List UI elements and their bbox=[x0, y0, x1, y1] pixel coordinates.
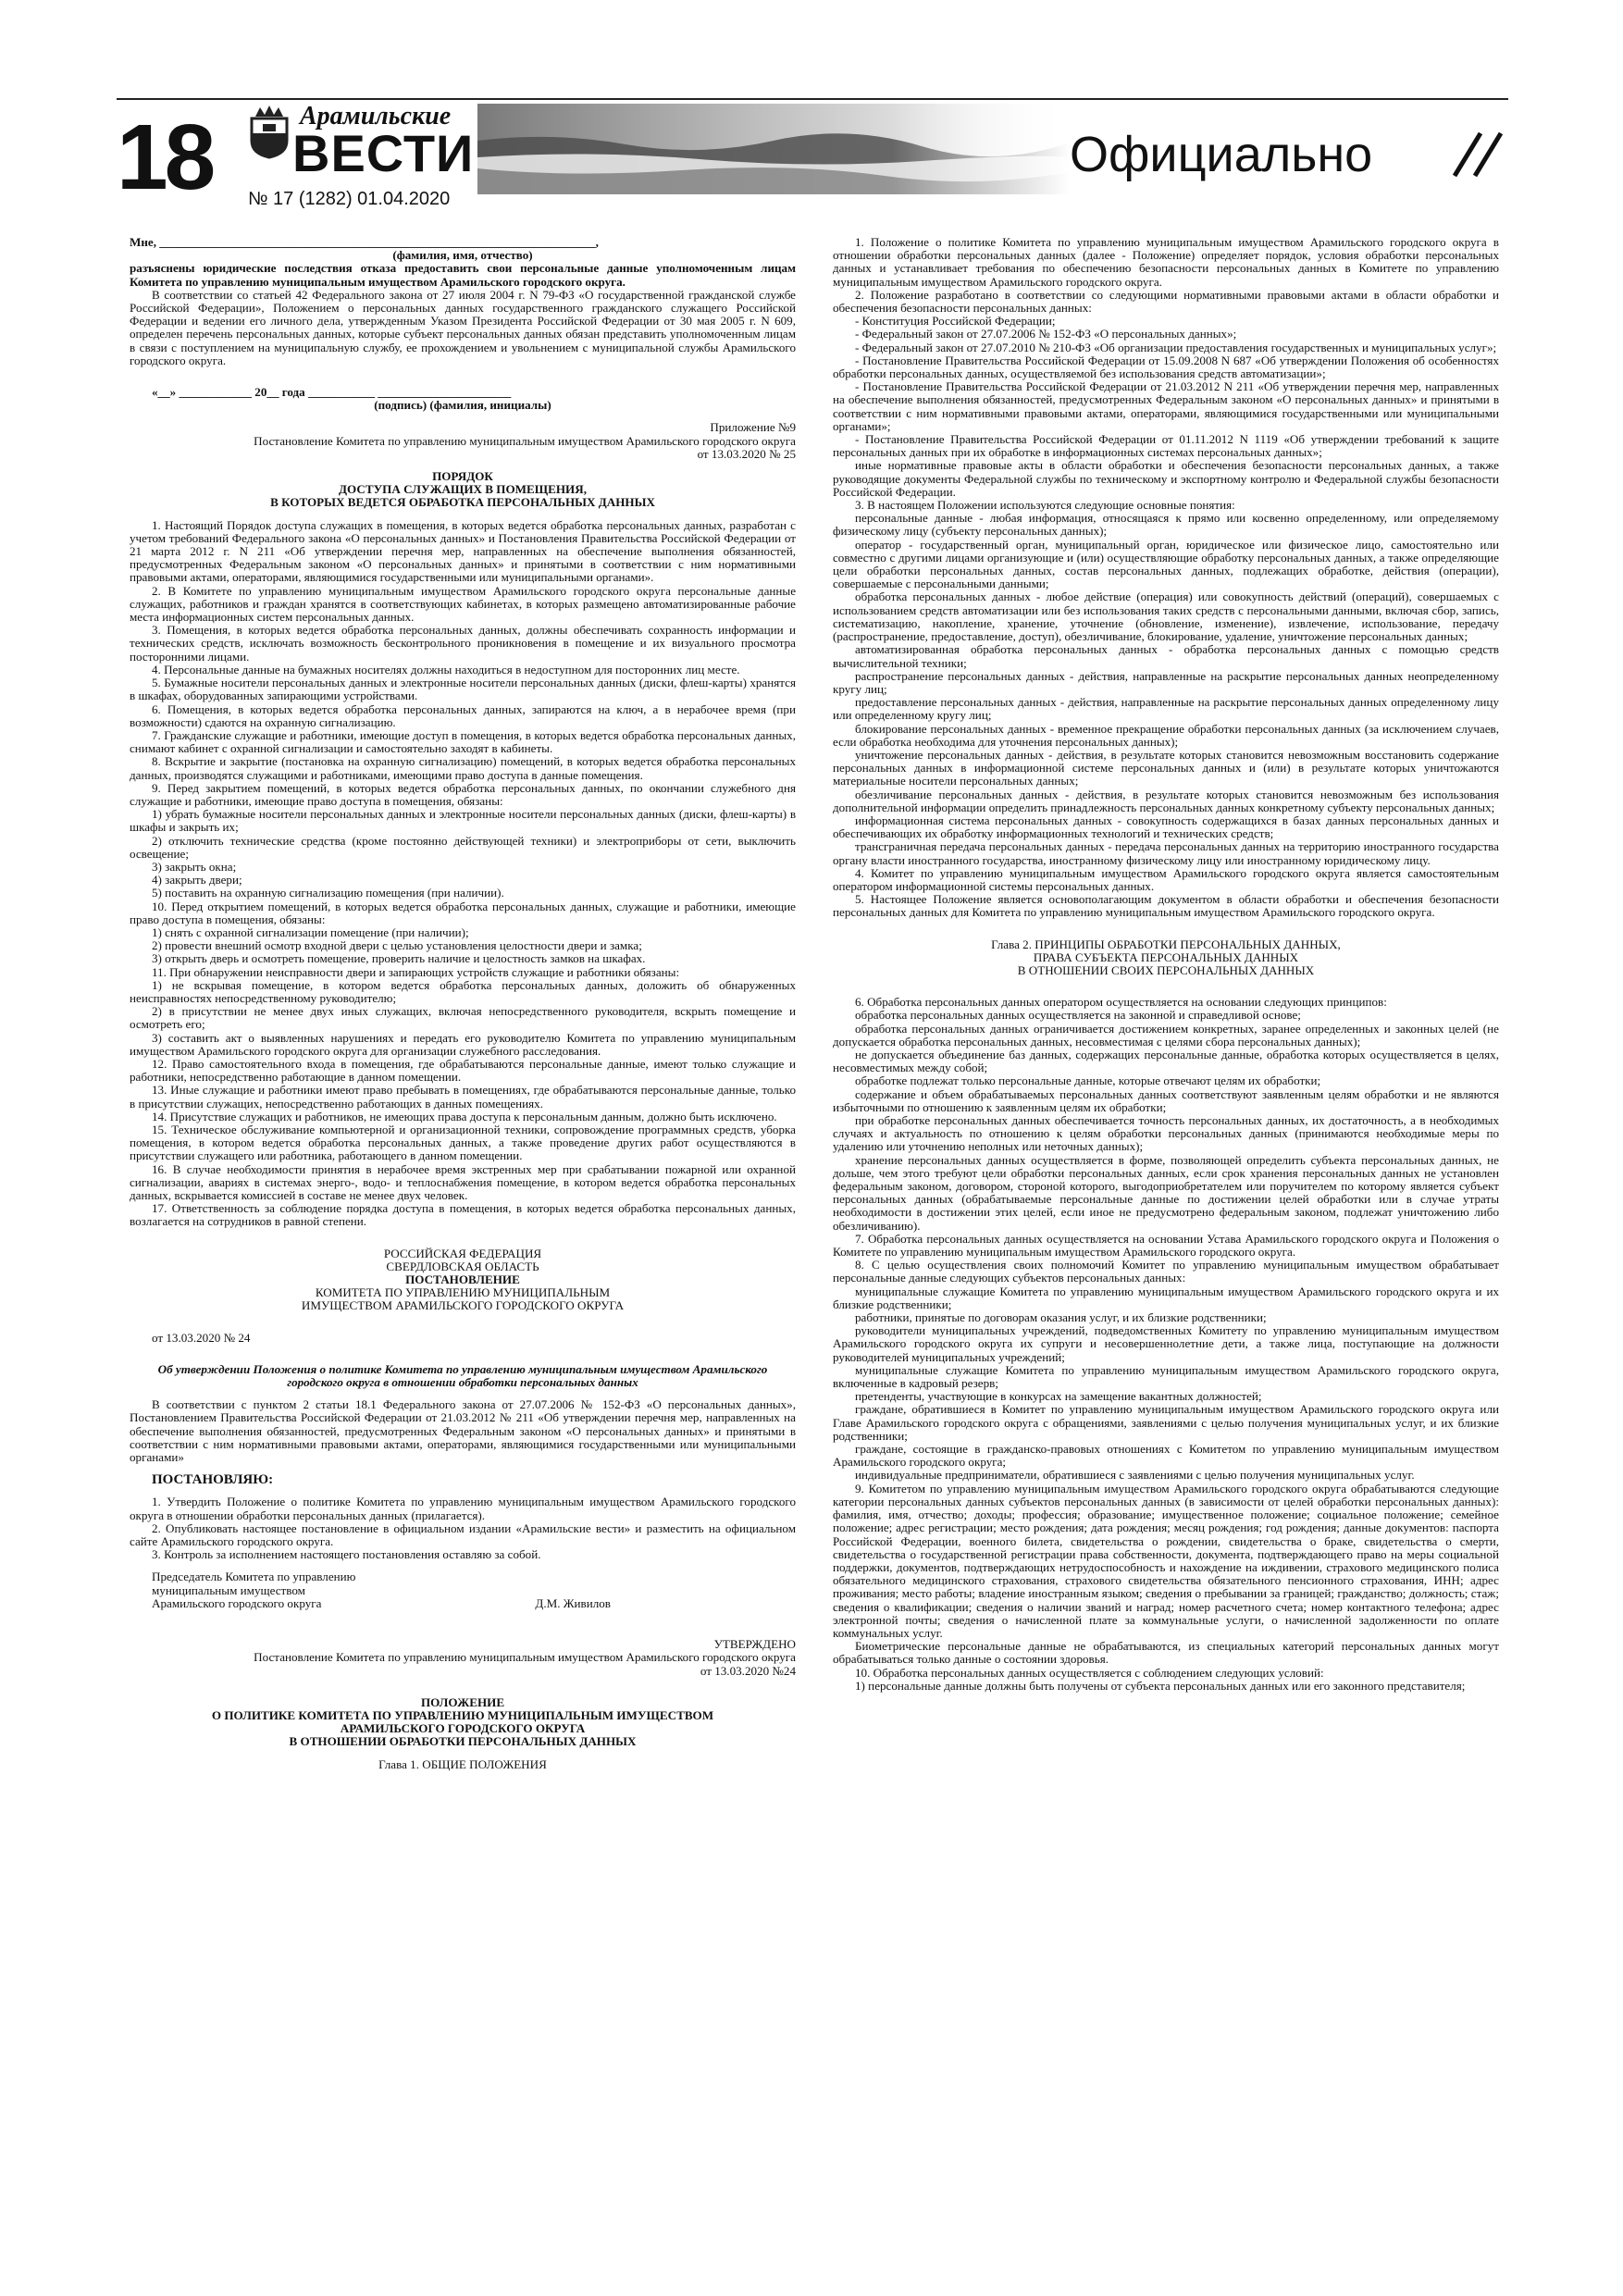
paragraph: - Конституция Российской Федерации; bbox=[855, 314, 1056, 329]
paragraph: граждане, состоящие в гражданско-правовых отношениях с Комитетом по управлению муниципальным имуществом Арамильского городского округа; bbox=[833, 1442, 1499, 1470]
paragraph: - Федеральный закон от 27.07.2010 № 210-ФЗ «Об организации предоставления государственных и муниципальных услуг»; bbox=[855, 340, 1497, 354]
paragraph: 1. Положение о политике Комитета по управлению муниципальным имуществом Арамильского городского округа в отношении обработки персональных данных (далее - Положение) определяет порядок, условия обработки персональных данных и устанавливает требования по обеспечению безопасности персональных данных в Комитете по управлению муниципальным имуществом Арамильского городского округа. bbox=[833, 235, 1499, 289]
consent-statement: разъяснены юридические последствия отказа предоставить свои персональные данные уполномоченным лицам Комитета по управлению муниципальным имуществом Арамильского городского округа. bbox=[130, 261, 796, 289]
paragraph: 11. При обнаружении неисправности двери и запирающих устройств служащие и работники обязаны: bbox=[152, 964, 680, 979]
regulation-title: ПОЛОЖЕНИЕ bbox=[420, 1694, 505, 1709]
brand-name: ВЕСТИ bbox=[292, 124, 475, 182]
paragraph: предоставление персональных данных - действия, направленные на раскрытие персональных данных определенному лицу или определенному кругу лиц; bbox=[833, 695, 1499, 723]
paragraph: персональные данные - любая информация, относящаяся к прямо или косвенно определенному, или определяемому физическому лицу (субъекту персональных данных); bbox=[833, 511, 1499, 539]
paragraph: 5. Настоящее Положение является основополагающим документом в области обработки и обеспечения безопасности персональных данных для Комитета по управлению муниципальным имуществом Арамильского городского округа. bbox=[833, 892, 1499, 920]
paragraph: хранение персональных данных осуществляется в форме, позволяющей определить субъекта персональных данных, не дольше, чем этого требуют цели обработки персональных данных, если срок хранения персональных данных не установлен федеральным законом, договором, стороной которого, выгодоприобретателем или поручителем по которому является субъект персональных данных (обрабатываемые персональные данные по достижении целей обработки или в случае утраты необходимости в достижении этих целей, если иное не предусмотрено федеральным законом, подлежат уничтожению либо обезличиванию). bbox=[833, 1152, 1499, 1233]
paragraph: обработка персональных данных ограничивается достижением конкретных, заранее определенных и законных целей (не допускается обработка персональных данных, несовместимая с целями сбора персональных данных); bbox=[833, 1021, 1499, 1049]
paragraph: 14. Присутствие служащих и работников, не имеющих права доступа к персональным данным, должно быть исключено. bbox=[152, 1109, 777, 1123]
paragraph: оператор - государственный орган, муниципальный орган, юридическое или физическое лицо, самостоятельно или совместно с другими лицами организующие и (или) осуществляющие обработку персональных данных, а также определяющие цели обработки персональных данных, состав персональных данных, подлежащих обработке, действия (операции), совершаемые с персональными данными; bbox=[833, 537, 1499, 591]
paragraph: 17. Ответственность за соблюдение порядка доступа в помещения, в которых ведется обработка персональных данных, возлагается на сотрудников в равной степени. bbox=[130, 1201, 796, 1229]
appendix-source: Постановление Комитета по управлению муниципальным имуществом Арамильского городского округа bbox=[254, 433, 796, 448]
paragraph: содержание и объем обрабатываемых персональных данных соответствуют заявленным целям обработки и не являются избыточными по отношению к заявленным целям их обработки; bbox=[833, 1086, 1499, 1114]
paragraph: 3. Контроль за исполнением настоящего постановления оставляю за собой. bbox=[152, 1547, 541, 1562]
coat-of-arms-icon bbox=[246, 104, 292, 159]
signature-line: «__» ____________ 20__ года ___________ ______________________ bbox=[152, 385, 512, 400]
resolution-header: ИМУЩЕСТВОМ АРАМИЛЬСКОГО ГОРОДСКОГО ОКРУГА bbox=[301, 1298, 625, 1313]
paragraph: граждане, обратившиеся в Комитет по управлению муниципальным имуществом Арамильского городского округа или Главе Арамильского городского округа с обращениями, заявлениями с целью получения муниципальных услуг, и их близкие родственники; bbox=[833, 1402, 1499, 1443]
paragraph: 8. С целью осуществления своих полномочий Комитет по управлению муниципальным имуществом обрабатывает персональные данные следующих субъектов персональных данных: bbox=[833, 1258, 1499, 1285]
paragraph: руководители муниципальных учреждений, подведомственных Комитету по управлению муниципальным имуществом Арамильского городского округа их супруги и несовершеннолетние дети, а также лица, поступающие на должности руководителей муниципальных учреждений; bbox=[833, 1323, 1499, 1364]
appendix-label: Приложение №9 bbox=[710, 420, 796, 435]
resolution-header: РОССИЙСКАЯ ФЕДЕРАЦИЯ bbox=[383, 1246, 542, 1260]
consent-caption: (фамилия, имя, отчество) bbox=[392, 248, 533, 263]
paragraph: 7. Гражданские служащие и работники, имеющие доступ в помещения, в которых ведется обработка персональных данных, снимают кабинет с охранной сигнализации и самостоятельно заходят в кабинеты. bbox=[130, 727, 796, 756]
approval-date: от 13.03.2020 №24 bbox=[700, 1663, 796, 1678]
paragraph: 3) закрыть окна; bbox=[152, 859, 237, 874]
resolves-heading: ПОСТАНОВЛЯЮ: bbox=[152, 1472, 274, 1488]
resolution-header: КОМИТЕТА ПО УПРАВЛЕНИЮ МУНИЦИПАЛЬНЫМ bbox=[315, 1285, 611, 1300]
regulation-title: В ОТНОШЕНИИ ОБРАБОТКИ ПЕРСОНАЛЬНЫХ ДАННЫХ bbox=[289, 1734, 637, 1749]
paragraph: - Постановление Правительства Российской Федерации от 01.11.2012 N 1119 «Об утверждении требований к защите персональных данных при их обработке в информационных системах персональных данных»; bbox=[833, 432, 1499, 460]
paragraph: 13. Иные служащие и работники имеют право пребывать в помещениях, где обрабатываются персональные данные, только в присутствии служащих, непосредственно работающих в данных помещениях. bbox=[130, 1083, 796, 1111]
paragraph: - Постановление Правительства Российской Федерации от 15.09.2008 N 687 «Об утверждении Положения об особенностях обработки персональных данных, осуществляемой без использования средств автоматизации»; bbox=[833, 353, 1499, 381]
paragraph: 16. В случае необходимости принятия в нерабочее время экстренных мер при срабатывании пожарной или охранной сигнализации, авариях в системах энерго-, водо- и теплоснабжения помещение, в котором ведется обработка персональных данных, вскрывается комиссией в составе не менее двух человек. bbox=[130, 1161, 796, 1203]
signatory-row bbox=[130, 1597, 796, 1610]
paragraph: - Постановление Правительства Российской Федерации от 21.03.2012 N 211 «Об утверждении перечня мер, направленных на обеспечение выполнения обязанностей, предусмотренных Федеральным законом «О персональных данных» и принятыми в соответствии с ним нормативными правовыми актами, операторами, являющимися государственными или муниципальными органами»; bbox=[833, 379, 1499, 433]
brand-top: Арамильские bbox=[300, 102, 452, 130]
paragraph: 3) открыть дверь и осмотреть помещение, проверить наличие и целостность замков на шкафах. bbox=[152, 951, 646, 966]
paragraph: 2) в присутствии не менее двух иных служащих, включая непосредственного руководителя, вскрыть помещение и осмотреть его; bbox=[130, 1004, 796, 1032]
paragraph: 3) составить акт о выявленных нарушениях и передать его руководителю Комитета по управлению муниципальным имуществом Арамильского городского округа для организации служебного расследования. bbox=[130, 1030, 796, 1058]
paragraph: 2. В Комитете по управлению муниципальным имуществом Арамильского городского округа персональные данные служащих, работников и граждан хранятся в соответствующих кабинетах, в которых размещено автоматизированные рабочие места информационных систем персональных данных. bbox=[130, 583, 796, 625]
signatory: Председатель Комитета по управлению bbox=[152, 1570, 356, 1584]
paragraph: В соответствии с пунктом 2 статьи 18.1 Федерального закона от 27.07.2006 № 152-ФЗ «О персональных данных», Постановлением Правительства Российской Федерации от 21.03.2012 № 211 «Об утверждении перечня мер, направленных на обеспечение выполнения обязанностей, предусмотренных Федеральным законом «О персональных данных» и принятыми в соответствии с ним нормативными правовыми актами, операторами, являющимися государственными или муниципальными органами» bbox=[130, 1397, 796, 1465]
paragraph: обработка персональных данных осуществляется на законной и справедливой основе; bbox=[855, 1008, 1301, 1023]
resolution-header: ПОСТАНОВЛЕНИЕ bbox=[405, 1272, 520, 1287]
section-title: Официально bbox=[1070, 127, 1373, 182]
signatory-name: Д.М. Живилов bbox=[535, 1595, 611, 1610]
paragraph: претенденты, участвующие в конкурсах на замещение вакантных должностей; bbox=[855, 1389, 1262, 1404]
paragraph: 15. Техническое обслуживание компьютерной и организационной техники, сопровождение программных средств, уборка помещения, в котором ведется обработка персональных данных, а также проведение других работ осуществляются в присутствии служащего или работника, работающего в данном помещении. bbox=[130, 1123, 796, 1163]
paragraph: иные нормативные правовые акты в области обработки и обеспечения безопасности персональных данных, а также руководящие документы Федеральной службы по техническому и экспортному контролю и Федеральной службы безопасности Российской Федерации. bbox=[833, 458, 1499, 499]
signatory: Арамильского городского округа bbox=[152, 1595, 322, 1610]
paragraph: 1. Настоящий Порядок доступа служащих в помещения, в которых ведется обработка персональных данных, разработан с учетом требований Федерального закона «О персональных данных» и Постановления Правительства Российской Федерации от 21 марта 2012 г. N 211 «Об утверждении перечня мер, направленных на обеспечение выполнения обязанностей, предусмотренных Федеральным законом «О персональных данных» и принятыми в соответствии с ним нормативными правовыми актами, операторами, являющимися государственными или муниципальными органами». bbox=[130, 517, 796, 585]
appendix-date: от 13.03.2020 № 25 bbox=[697, 446, 796, 461]
chapter-heading: ПРАВА СУБЪЕКТА ПЕРСОНАЛЬНЫХ ДАННЫХ bbox=[1033, 949, 1299, 964]
paragraph: 2) провести внешний осмотр входной двери с целью установления целостности двери и замка; bbox=[152, 938, 642, 953]
chapter-heading: В ОТНОШЕНИИ СВОИХ ПЕРСОНАЛЬНЫХ ДАННЫХ bbox=[1017, 962, 1315, 977]
paragraph: 8. Вскрытие и закрытие (постановка на охранную сигнализацию) помещений, в которых ведется обработка персональных данных, производятся служащими и работниками, имеющими право доступа в данные помещения. bbox=[130, 754, 796, 782]
paragraph: 5) поставить на охранную сигнализацию помещения (при наличии). bbox=[152, 886, 504, 900]
doc-title: ДОСТУПА СЛУЖАЩИХ В ПОМЕЩЕНИЯ, bbox=[339, 482, 587, 497]
paragraph: блокирование персональных данных - временное прекращение обработки персональных данных (за исключением случаев, если обработка необходима для уточнения персональных данных); bbox=[833, 721, 1499, 749]
paragraph: не допускается объединение баз данных, содержащих персональные данные, обработка которых осуществляется в целях, несовместимых между собой; bbox=[833, 1047, 1499, 1075]
paragraph: 1) убрать бумажные носители персональных данных и электронные носители персональных данных (диски, флеш-карты) в шкафы и закрыть их; bbox=[130, 807, 796, 835]
paragraph: 2) отключить технические средства (кроме постоянно действующей техники) и электроприборы от сети, выключить освещение; bbox=[130, 833, 796, 861]
masthead bbox=[117, 93, 1508, 231]
paragraph: 7. Обработка персональных данных осуществляется на основании Устава Арамильского городского округа и Положения о Комитете по управлению муниципальным имуществом Арамильского городского округа. bbox=[833, 1231, 1499, 1260]
doc-title: ПОРЯДОК bbox=[432, 469, 493, 484]
paragraph: 1) не вскрывая помещение, в котором ведется обработка персональных данных, доложить об обнаруженных неисправностях непосредственному руководителю; bbox=[130, 977, 796, 1005]
paragraph: информационная система персональных данных - совокупность содержащихся в базах данных персональных данных и обеспечивающих их обработку информационных технологий и технических средств; bbox=[833, 813, 1499, 841]
resolution-header: СВЕРДЛОВСКАЯ ОБЛАСТЬ bbox=[386, 1259, 539, 1273]
paragraph: обработка персональных данных - любое действие (операция) или совокупность действий (операций), совершаемых с использованием средств автоматизации или без использования таких средств с персональными данными, включая сбор, запись, систематизацию, накопление, хранение, уточнение (обновление, изменение), извлечение, использование, передачу (распространение, предоставление, доступ), обезличивание, блокирование, удаление, уничтожение персональных данных; bbox=[833, 590, 1499, 644]
regulation-title: АРАМИЛЬСКОГО ГОРОДСКОГО ОКРУГА bbox=[340, 1721, 586, 1736]
signatory: муниципальным имуществом bbox=[152, 1582, 305, 1597]
paragraph: 9. Перед закрытием помещений, в которых ведется обработка персональных данных, по окончании служебного дня служащие и работники, имеющие право доступа в помещения, обязаны: bbox=[130, 780, 796, 808]
paragraph: 1) персональные данные должны быть получены от субъекта персональных данных или его законного представителя; bbox=[855, 1678, 1466, 1693]
landscape-banner-image bbox=[477, 104, 1070, 194]
right-column bbox=[833, 236, 1499, 1693]
approval-source: Постановление Комитета по управлению муниципальным имуществом Арамильского городского округа bbox=[254, 1650, 796, 1665]
issue-number: № 17 (1282) 01.04.2020 bbox=[248, 189, 451, 209]
paragraph: 4. Персональные данные на бумажных носителях должны находиться в недоступном для посторонних лиц месте. bbox=[152, 662, 740, 676]
paragraph: обезличивание персональных данных - действия, в результате которых становится невозможным без использования дополнительной информации определить принадлежность персональных данных конкретному субъекту персональных данных; bbox=[833, 787, 1499, 814]
paragraph: 3. В настоящем Положении используются следующие основные понятия: bbox=[855, 498, 1235, 513]
paragraph: В соответствии со статьей 42 Федерального закона от 27 июля 2004 г. N 79-ФЗ «О государственной гражданской службе Российской Федерации», Положением о персональных данных государственного гражданского служащего Российской Федерации и ведении его личного дела, утвержденным Указом Президента Российской Федерации от 30 мая 2005 г. N 609, определен перечень персональных данных, которые субъект персональных данных обязан представить уполномоченным лицам в связи с поступлением на муниципальную службу, ее прохождением и увольнением с муниципальной службы Арамильского городского округа. bbox=[130, 287, 796, 367]
resolution-subject: Об утверждении Положения о политике Комитета по управлению муниципальным имуществом Арамильского городского округа в отношении обработки персональных данных bbox=[157, 1361, 768, 1390]
doc-title: В КОТОРЫХ ВЕДЕТСЯ ОБРАБОТКА ПЕРСОНАЛЬНЫХ ДАННЫХ bbox=[270, 495, 655, 510]
paragraph: 10. Обработка персональных данных осуществляется с соблюдением следующих условий: bbox=[855, 1665, 1324, 1680]
chapter-heading: Глава 2. ПРИНЦИПЫ ОБРАБОТКИ ПЕРСОНАЛЬНЫХ ДАННЫХ, bbox=[991, 937, 1341, 951]
paragraph: 1. Утвердить Положение о политике Комитета по управлению муниципальным имуществом Арамильского городского округа в отношении обработки персональных данных (прилагается). bbox=[130, 1495, 796, 1522]
paragraph: работники, принятые по договорам оказания услуг, и их близкие родственники; bbox=[855, 1310, 1267, 1325]
approval-label: УТВЕРЖДЕНО bbox=[713, 1637, 796, 1652]
paragraph: 5. Бумажные носители персональных данных и электронные носители персональных данных (диски, флеш-карты) хранятся в шкафах, оборудованных запирающими устройствами. bbox=[130, 676, 796, 703]
double-slash-icon bbox=[1449, 126, 1514, 181]
paragraph: - Федеральный закон от 27.07.2006 № 152-ФЗ «О персональных данных»; bbox=[855, 327, 1237, 341]
paragraph: автоматизированная обработка персональных данных - обработка персональных данных с помощью средств вычислительной техники; bbox=[833, 642, 1499, 670]
resolution-date: от 13.03.2020 № 24 bbox=[152, 1330, 251, 1345]
paragraph: 1) снять с охранной сигнализации помещение (при наличии); bbox=[152, 925, 469, 939]
paragraph: 6. Помещения, в которых ведется обработка персональных данных, запираются на ключ, а в нерабочее время (при возможности) сдаются на охранную сигнализацию. bbox=[130, 701, 796, 729]
paragraph: 12. Право самостоятельного входа в помещения, где обрабатываются персональные данные, имеют только служащие и работники, непосредственно работающие в данном помещении. bbox=[130, 1056, 796, 1085]
paragraph: 4. Комитет по управлению муниципальным имуществом Арамильского городского округа является самостоятельным оператором информационной системы персональных данных. bbox=[833, 865, 1499, 893]
paragraph: муниципальные служащие Комитета по управлению муниципальным имуществом Арамильского городского округа, включенные в кадровый резерв; bbox=[833, 1362, 1499, 1391]
paragraph: распространение персональных данных - действия, направленные на раскрытие персональных данных неопределенному кругу лиц; bbox=[833, 668, 1499, 696]
paragraph: 3. Помещения, в которых ведется обработка персональных данных, должны обеспечивать сохранность информации и технических средств, исключать возможность бесконтрольного проникновения в помещение и их визуального просмотра посторонними лицами. bbox=[130, 623, 796, 664]
paragraph: уничтожение персональных данных - действия, в результате которых становится невозможным восстановить содержание персональных данных в информационной системе персональных данных и (или) в результате которых уничтожаются материальные носители персональных данных; bbox=[833, 747, 1499, 788]
paragraph: муниципальные служащие Комитета по управлению муниципальным имуществом Арамильского городского округа и их близкие родственники; bbox=[833, 1284, 1499, 1311]
paragraph: 6. Обработка персональных данных оператором осуществляется на основании следующих принципов: bbox=[855, 995, 1387, 1010]
page-number: 18 bbox=[117, 105, 213, 209]
chapter-heading: Глава 1. ОБЩИЕ ПОЛОЖЕНИЯ bbox=[378, 1756, 547, 1771]
paragraph: 2. Положение разработано в соответствии со следующими нормативными правовыми актами в области обработки и обеспечения безопасности персональных данных: bbox=[833, 287, 1499, 316]
paragraph: обработке подлежат только персональные данные, которые отвечают целям их обработки; bbox=[855, 1074, 1321, 1088]
left-column bbox=[130, 236, 796, 1771]
paragraph: 4) закрыть двери; bbox=[152, 873, 242, 887]
consent-blank: Мне, ________________________________________________________________________, bbox=[130, 235, 599, 249]
paragraph: трансграничная передача персональных данных - передача персональных данных на территорию иностранного государства органу власти иностранного государства, иностранному физическому лицу или иностранному юридическому лицу. bbox=[833, 839, 1499, 867]
signature-caption: (подпись) (фамилия, инициалы) bbox=[374, 398, 551, 413]
paragraph: 9. Комитетом по управлению муниципальным имуществом Арамильского городского округа обрабатываются следующие категории персональных данных субъектов персональных данных (в зависимости от целей обработки персональных данных): фамилия, имя, отчество; доходы; профессия; образование; имущественное положение; социальное положение; семейное положение; адрес регистрации; место рождения; дата рождения; месяц рождения; год рождения; данные документов: паспорта Российской Федерации, военного билета, свидетельства о рождении, свидетельства о браке, свидетельства о смерти, свидетельства о государственной регистрации права собственности, документа, подтверждающего право на меры социальной поддержки, документов, подтверждающих нетрудоспособность и нахождение на иждивении, страхового медицинского полиса обязательного медицинского страхования, страхового свидетельства обязательного пенсионного страхования, ИНН; адрес проживания; место работы; владение иностранным языком; сведения о пребывании за границей; гражданство; должность; стаж; сведения о квалификации; сведения о наличии званий и наград; номер расчетного счета; номер контактного телефона; адрес электронной почты; сведения о начисленной плате за коммунальные услуги, о начисленной задолженности по оплате коммунальных услуг. bbox=[833, 1481, 1499, 1640]
paragraph: индивидуальные предприниматели, обратившиеся с заявлениями с целью получения муниципальных услуг. bbox=[855, 1468, 1415, 1483]
paragraph: 10. Перед открытием помещений, в которых ведется обработка персональных данных, служащие и работники, имеющие право доступа в помещения, обязаны: bbox=[130, 899, 796, 926]
paragraph: при обработке персональных данных обеспечивается точность персональных данных, их достаточность, а в необходимых случаях и актуальность по отношению к целям обработки персональных данных (принимаются необходимые меры по удалению или уточнению неполных или неточных данных); bbox=[833, 1113, 1499, 1154]
paragraph: Биометрические персональные данные не обрабатываются, из специальных категорий персональных данных могут обрабатываться только данные о состоянии здоровья. bbox=[833, 1639, 1499, 1667]
paragraph: 2. Опубликовать настоящее постановление в официальном издании «Арамильские вести» и разместить на официальном сайте Арамильского городского округа. bbox=[130, 1520, 796, 1549]
regulation-title: О ПОЛИТИКЕ КОМИТЕТА ПО УПРАВЛЕНИЮ МУНИЦИПАЛЬНЫМ ИМУЩЕСТВОМ bbox=[211, 1707, 714, 1722]
